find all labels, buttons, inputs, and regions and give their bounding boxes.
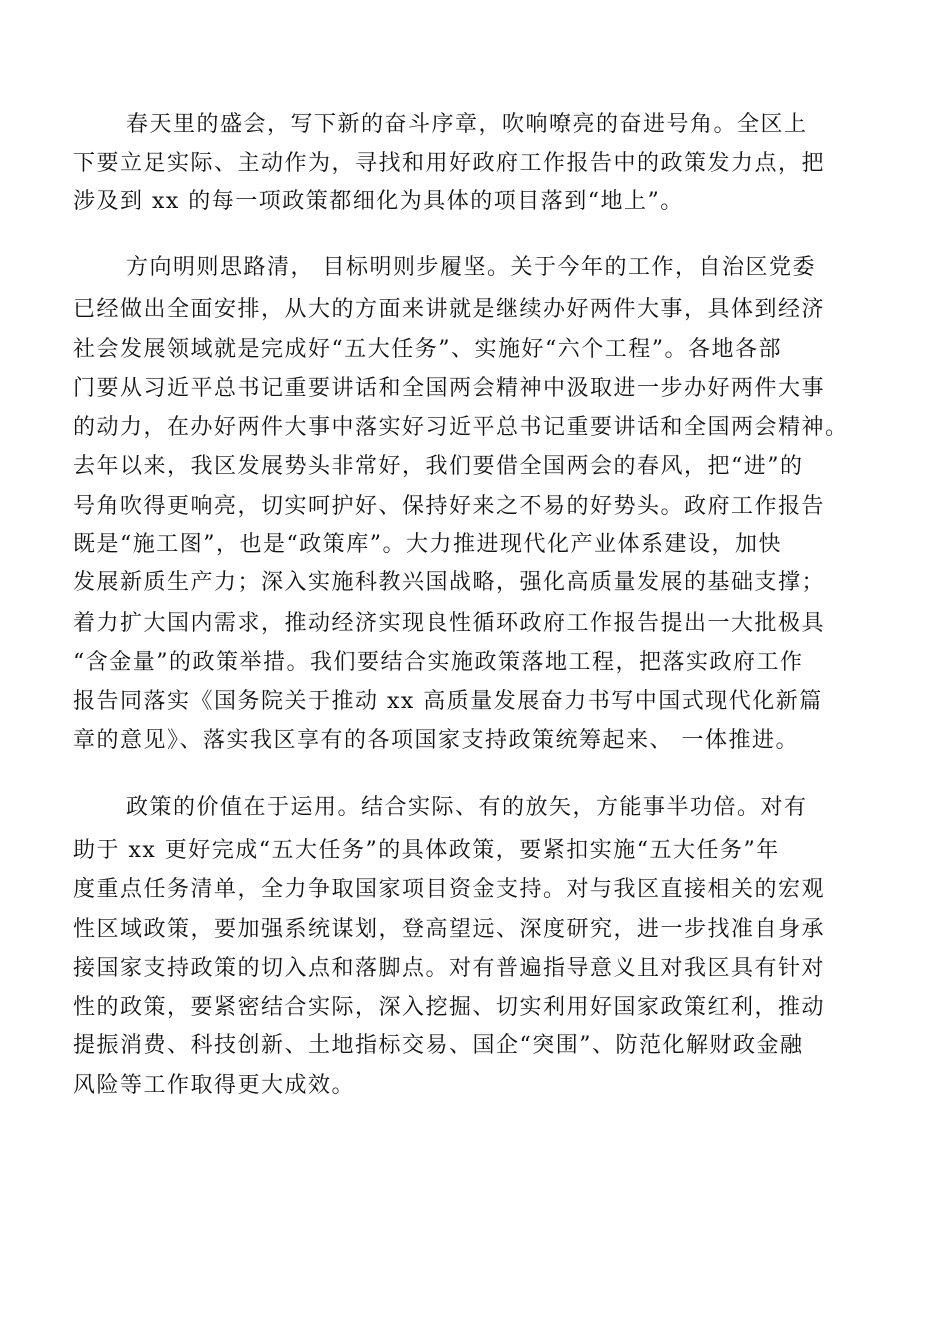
paragraph-line: 着力扩大国内需求，推动经济实现良性循环政府工作报告提出一大批极具 <box>73 611 826 636</box>
paragraph-line: 政策的价值在于运用。结合实际、有的放矢，方能事半功倍。对有 <box>126 795 808 820</box>
paragraph-line: “含金量”的政策举措。我们要结合实施政策落地工程，把落实政府工作 <box>73 650 804 675</box>
paragraph-line: 方向明则思路清， 目标明则步履坚。关于今年的工作，自治区党委 <box>126 255 816 280</box>
paragraph-line: 春天里的盛会，写下新的奋斗序章，吹响嘹亮的奋进号角。全区上 <box>126 112 808 137</box>
paragraph-line: 去年以来，我区发展势头非常好，我们要借全国两会的春风，把“进”的 <box>73 454 804 479</box>
paragraph-line: 涉及到 xx 的每一项政策都细化为具体的项目落到“地上”。 <box>73 189 684 214</box>
paragraph-line: 风险等工作取得更大成效。 <box>73 1073 356 1098</box>
paragraph-line: 助于 xx 更好完成“五大任务”的具体政策，要紧扣实施“五大任务”年 <box>73 838 780 863</box>
paragraph-line: 门要从习近平总书记重要讲话和全国两会精神中汲取进一步办好两件大事 <box>73 376 826 401</box>
paragraph-line: 号角吹得更响亮，切实呵护好、保持好来之不易的好势头。政府工作报告 <box>73 494 826 519</box>
paragraph-line: 章的意见》、落实我区享有的各项国家支持政策统筹起来、 一体推进。 <box>73 728 799 753</box>
paragraph-line: 报告同落实《国务院关于推动 xx 高质量发展奋力书写中国式现代化新篇 <box>73 689 823 714</box>
paragraph-line: 发展新质生产力；深入实施科教兴国战略，强化高质量发展的基础支撑； <box>73 570 826 595</box>
paragraph-line: 的动力，在办好两件大事中落实好习近平总书记重要讲话和全国两会精神。 <box>73 415 849 440</box>
paragraph-line: 下要立足实际、主动作为，寻找和用好政府工作报告中的政策发力点，把 <box>73 151 826 176</box>
paragraph-line: 性的政策，要紧密结合实际，深入挖掘、切实利用好国家政策红利，推动 <box>73 995 826 1020</box>
paragraph-line: 性区域政策，要加强系统谋划，登高望远、深度研究，进一步找准自身承 <box>73 917 826 942</box>
paragraph-line: 既是“施工图”，也是“政策库”。大力推进现代化产业体系建设，加快 <box>73 532 782 557</box>
paragraph-line: 已经做出全面安排，从大的方面来讲就是继续办好两件大事，具体到经济 <box>73 297 826 322</box>
paragraph-line: 度重点任务清单，全力争取国家项目资金支持。对与我区直接相关的宏观 <box>73 877 826 902</box>
paragraph-line: 社会发展领域就是完成好“五大任务”、实施好“六个工程”。各地各部 <box>73 337 782 362</box>
paragraph-line: 接国家支持政策的切入点和落脚点。对有普遍指导意义且对我区具有针对 <box>73 956 826 981</box>
paragraph-line: 提振消费、科技创新、土地指标交易、国企“突围”、防范化解财政金融 <box>73 1033 804 1058</box>
